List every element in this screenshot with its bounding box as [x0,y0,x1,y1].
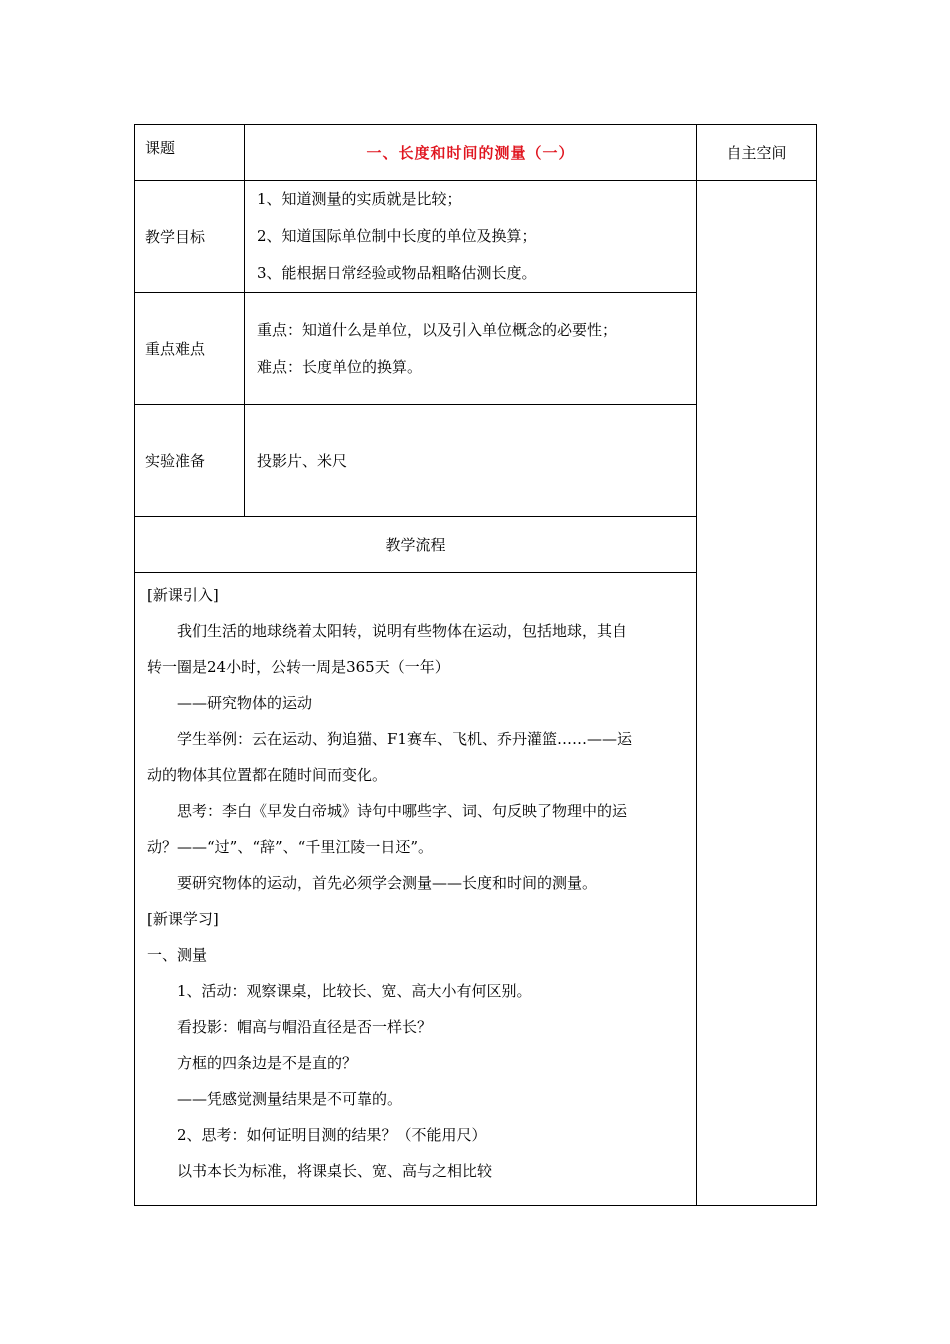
side-column-header: 自主空间 [697,125,817,181]
prep-value: 投影片、米尺 [245,405,697,517]
section-heading: [新课引入] [147,586,219,604]
body-line: ——研究物体的运动 [177,694,313,712]
lesson-plan-table [134,124,817,1206]
goal-item: 3、能根据日常经验或物品粗略估测长度。 [257,264,537,282]
section-heading: [新课学习] [147,910,219,928]
key-points-label: 重点难点 [135,293,245,405]
goals-content [245,181,697,293]
lesson-title: 一、长度和时间的测量（一） [245,125,697,181]
body-line: 动的物体其位置都在随时间而变化。 [147,766,388,784]
body-line: 以书本长为标准，将课桌长、宽、高与之相比较 [177,1162,493,1180]
body-line: 2、思考：如何证明目测的结果？（不能用尺） [177,1126,487,1144]
side-column-space [697,181,817,1206]
body-line: 转一圈是24小时，公转一周是365天（一年） [147,658,450,676]
body-line: 看投影：帽高与帽沿直径是否一样长？ [177,1018,433,1036]
goals-row [135,181,817,293]
body-line: 方框的四条边是不是直的？ [177,1054,358,1072]
subsection-heading: 一、测量 [147,946,208,964]
goals-label: 教学目标 [135,181,245,293]
key-points-content [245,293,697,405]
body-line: 动？——“过”、“辞”、“千里江陵一日还”。 [147,838,434,856]
body-line: 学生举例：云在运动、狗追猫、F1赛车、飞机、乔丹灌篮……——运 [177,730,632,748]
goal-item: 2、知道国际单位制中长度的单位及换算； [257,227,537,245]
prep-label: 实验准备 [135,405,245,517]
body-line: ——凭感觉测量结果是不可靠的。 [177,1090,403,1108]
body-line: 思考：李白《早发白帝城》诗句中哪些字、词、句反映了物理中的运 [177,802,628,820]
topic-label: 课题 [135,125,245,181]
title-row [135,125,817,181]
body-line: 要研究物体的运动，首先必须学会测量——长度和时间的测量。 [177,874,598,892]
flow-label: 教学流程 [135,517,697,573]
key-point-item: 难点：长度单位的换算。 [257,357,423,376]
flow-body [135,573,697,1206]
goal-item: 1、知道测量的实质就是比较； [257,190,462,208]
key-point-item: 重点：知道什么是单位，以及引入单位概念的必要性； [257,320,618,339]
body-line: 我们生活的地球绕着太阳转，说明有些物体在运动，包括地球，其自 [177,622,628,640]
body-line: 1、活动：观察课桌，比较长、宽、高大小有何区别。 [177,982,532,1000]
